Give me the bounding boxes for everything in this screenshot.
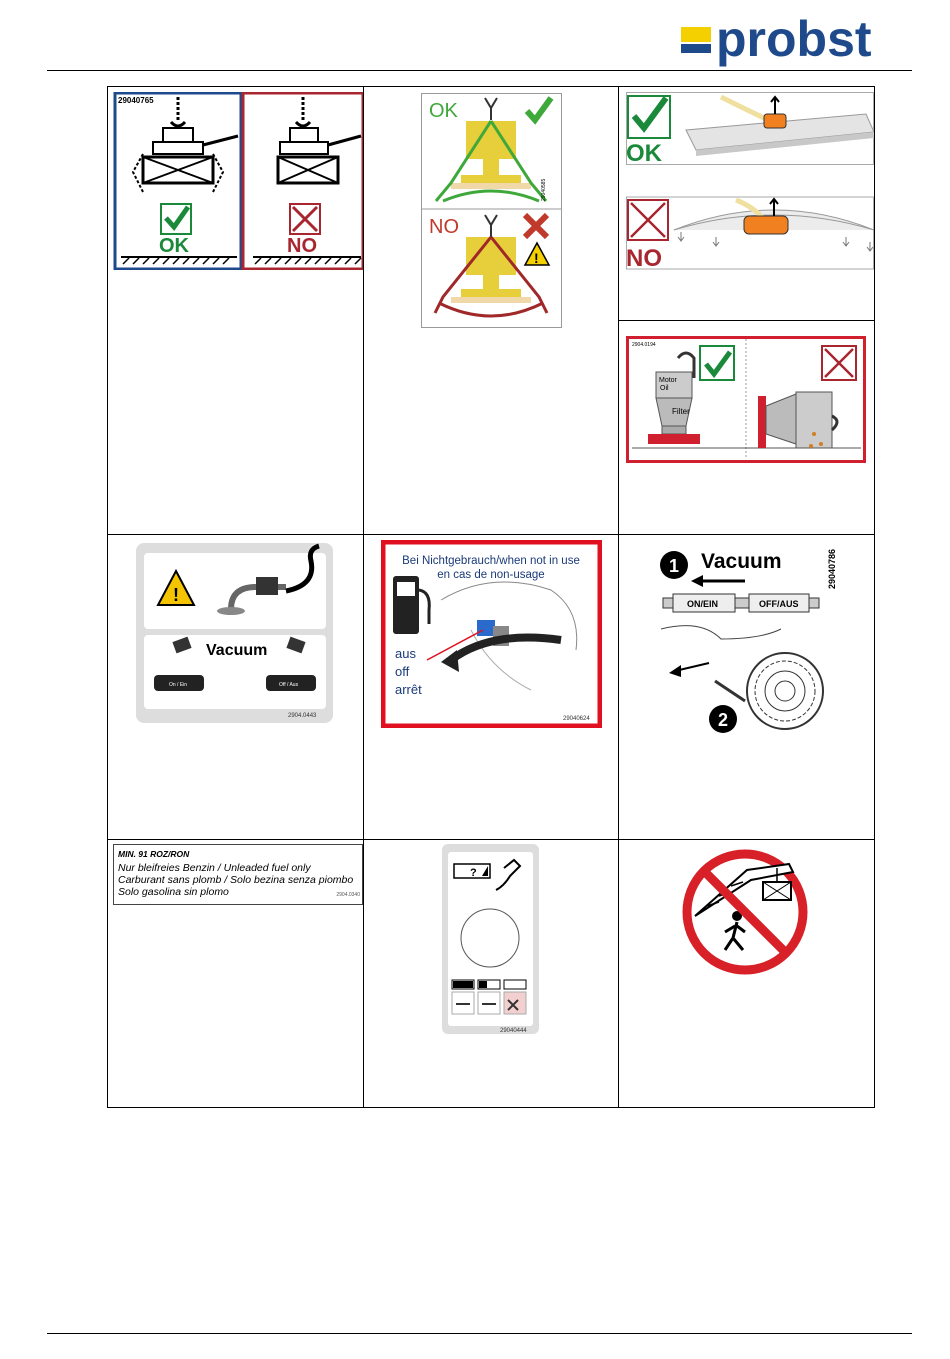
svg-text:29040444: 29040444 (500, 1028, 527, 1034)
svg-text:ON/EIN: ON/EIN (687, 599, 719, 609)
svg-text:Bei Nichtgebrauch/when not in: Bei Nichtgebrauch/when not in use (402, 555, 580, 567)
svg-text:OK: OK (429, 100, 458, 122)
svg-text:Off / Aus: Off / Aus (279, 682, 299, 688)
label-vacuum-steps (655, 541, 845, 736)
svg-text:1: 1 (669, 556, 680, 576)
footer-rule (47, 1333, 912, 1334)
prohibition-sign (677, 846, 813, 976)
svg-text:29040786: 29040786 (827, 548, 837, 589)
svg-text:On / Ein: On / Ein (169, 682, 188, 688)
label-lifter-ok-no (421, 93, 562, 328)
svg-text:Filter: Filter (672, 407, 690, 416)
svg-text:NO: NO (626, 245, 662, 270)
label-crane-ok-no (113, 92, 363, 270)
svg-text:OK: OK (159, 235, 189, 257)
label-code: 29040765 (118, 96, 154, 105)
header-rule (47, 70, 912, 71)
fuel-line-1: Nur bleifreies Benzin / Unleaded fuel only (118, 862, 311, 874)
svg-text:Vacuum: Vacuum (701, 550, 782, 573)
fuel-line-2: Carburant sans plomb / Solo bezina senza piombo (118, 874, 354, 886)
svg-text:en cas de non-usage: en cas de non-usage (437, 569, 545, 581)
label-battery-check (442, 844, 539, 1034)
label-vacuum-onoff (136, 543, 333, 723)
svg-text:?: ? (470, 867, 477, 879)
svg-text:off: off (395, 664, 410, 679)
svg-text:Vacuum: Vacuum (206, 642, 268, 659)
svg-text:!: ! (534, 250, 539, 266)
fuel-title: MIN. 91 ROZ/RON (118, 849, 190, 859)
svg-text:2904.0194: 2904.0194 (632, 342, 656, 348)
svg-text:OK: OK (626, 140, 662, 167)
label-motor-oil (626, 336, 866, 463)
logo-text: probst (716, 18, 872, 67)
motor-oil-text: Motor Oil (659, 377, 677, 392)
fuel-code: 2904.0340 (336, 892, 360, 898)
probst-logo (680, 18, 910, 68)
svg-text:OFF/AUS: OFF/AUS (759, 599, 799, 609)
label-plate-ok-no (626, 92, 874, 270)
svg-text:arrêt: arrêt (395, 682, 422, 697)
svg-text:!: ! (173, 585, 179, 605)
svg-text:aus: aus (395, 646, 416, 661)
svg-text:29040585: 29040585 (541, 178, 547, 201)
svg-text:2904.0443: 2904.0443 (288, 713, 317, 719)
label-fuel-valve (381, 540, 602, 728)
svg-text:2: 2 (718, 710, 729, 730)
label-fuel-text (113, 844, 363, 905)
svg-text:NO: NO (429, 216, 459, 238)
svg-text:29040624: 29040624 (563, 716, 590, 722)
fuel-line-3: Solo gasolina sin plomo (118, 886, 229, 898)
svg-text:NO: NO (287, 235, 317, 257)
